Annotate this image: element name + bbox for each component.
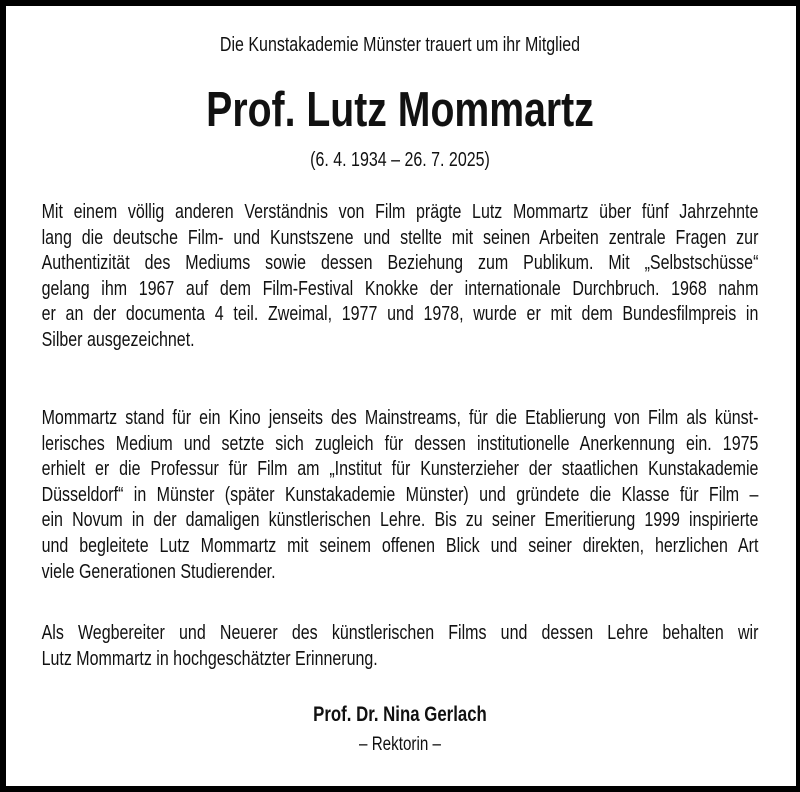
paragraph-1-line: lang die deutsche Film- und Kunstszene und stellte mit seinen Arbeiten zentrale Fragen zur [41, 226, 759, 249]
paragraph-2-line: viele Generationen Studierender. [41, 560, 276, 583]
paragraph-1-line: Mit einem völlig anderen Verständnis von Film prägte Lutz Mommartz über fünf Jahrzehnte [41, 201, 759, 223]
signatory-name: Prof. Dr. Nina Gerlach [313, 703, 487, 726]
intro-line: Die Kunstakademie Münster trauert um ihr Mitglied [219, 34, 581, 56]
life-dates: (6. 4. 1934 – 26. 7. 2025) [310, 149, 490, 171]
paragraph-2-line: Mommartz stand für ein Kino jenseits des Mainstreams, für die Etablierung von Film als künst- [41, 407, 759, 429]
signatory-role: – Rektorin – [359, 734, 441, 755]
paragraph-2-line: ein Novum in der damaligen künstlerischen Lehre. Bis zu seiner Emeritierung 1999 inspirierte [41, 509, 759, 532]
deceased-name: Prof. Lutz Mommartz [206, 83, 594, 137]
paragraph-2-line: Düsseldorf“ in Münster (später Kunstakademie Münster) und gründete die Klasse für Film – [41, 483, 759, 506]
paragraph-2-line: und begleitete Lutz Mommartz mit seinem offenen Blick und seiner direkten, herzlichen Art [41, 535, 759, 557]
paragraph-1-line: Silber ausgezeichnet. [41, 329, 195, 351]
paragraph-1-line: Authentizität des Mediums sowie dessen Beziehung zum Publikum. Mit „Selbstschüsse“ [41, 252, 759, 275]
paragraph-1-line: er an der documenta 4 teil. Zweimal, 1977 und 1978, wurde er mit dem Bundesfilmpreis in [41, 303, 759, 326]
paragraph-3-line: Als Wegbereiter und Neuerer des künstlerischen Films und dessen Lehre behalten wir [41, 622, 759, 644]
paragraph-2-line: lerisches Medium und setzte sich zugleich für dessen institutionelle Anerkennung ein. 1975 [41, 432, 759, 455]
paragraph-1-line: gelang ihm 1967 auf dem Film-Festival Knokke der internationale Durchbruch. 1968 nahm [41, 277, 759, 300]
paragraph-3-line: Lutz Mommartz in hochgeschätzter Erinnerung. [41, 647, 378, 670]
paragraph-2-line: erhielt er die Professur für Film am „Institut für Kunsterzieher der staatlichen Kunstakademie [41, 458, 759, 481]
